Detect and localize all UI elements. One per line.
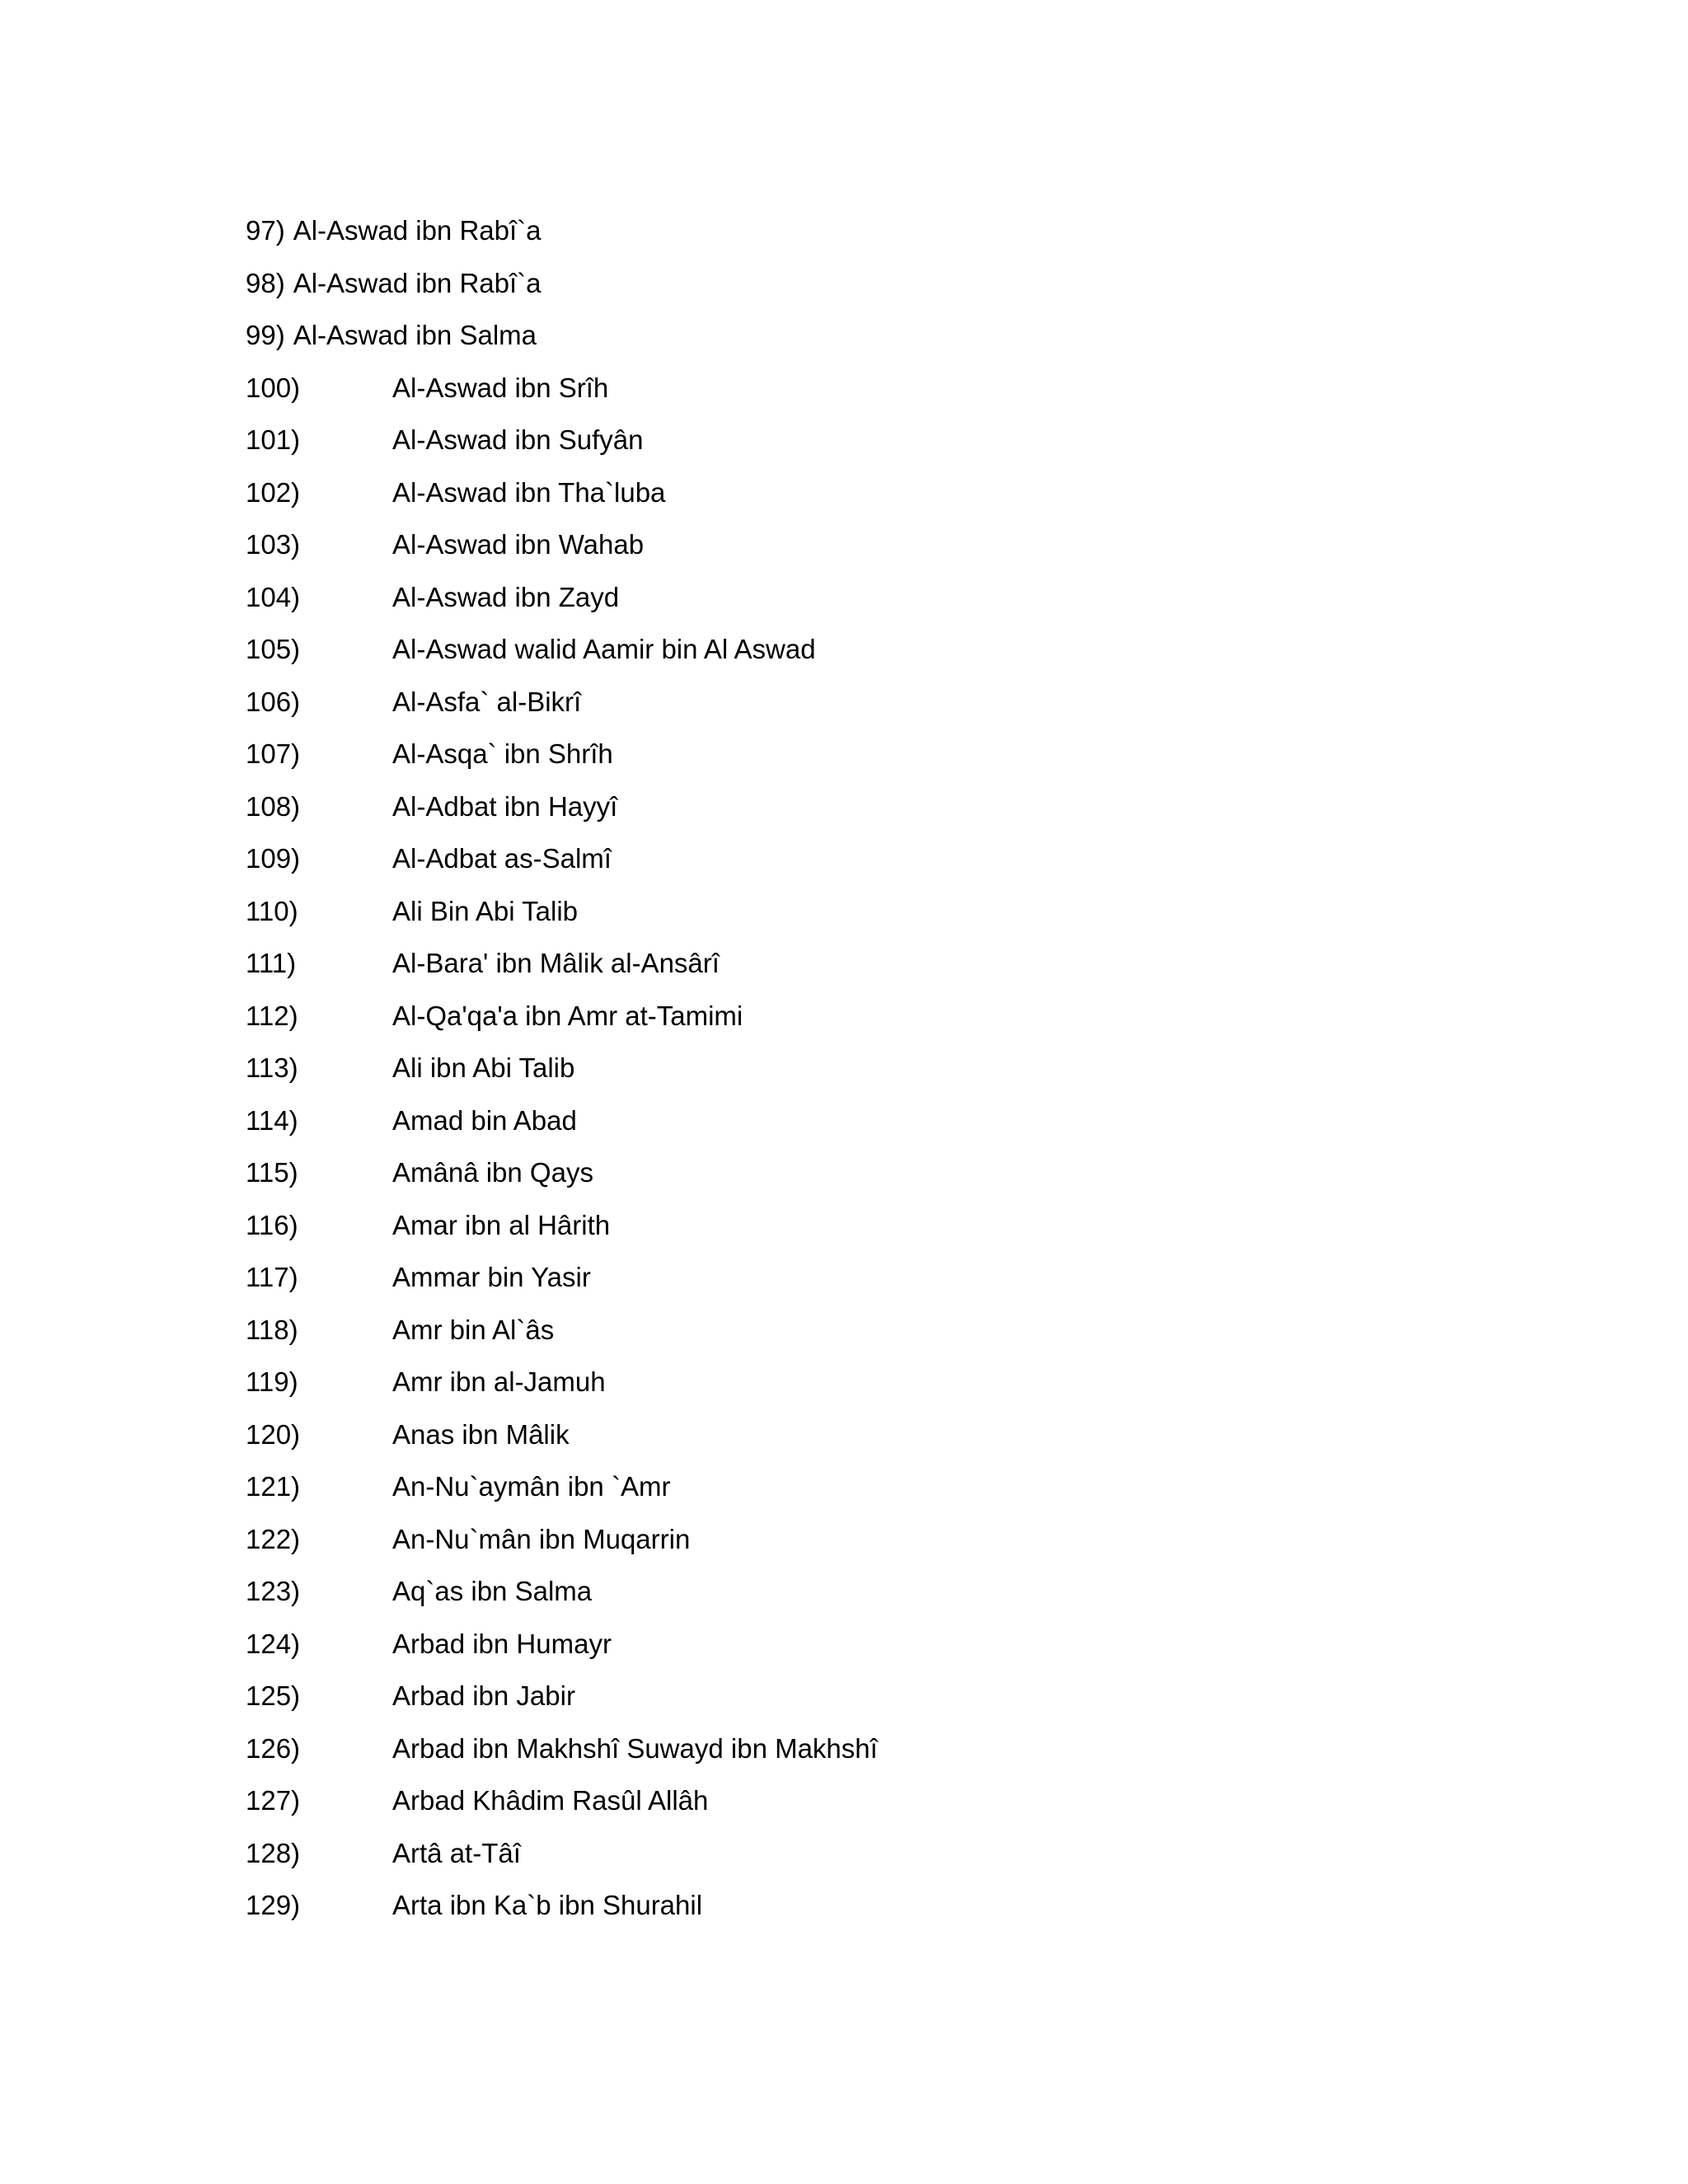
list-item-name: Al-Aswad ibn Srîh bbox=[392, 372, 609, 403]
list-item-name: Arbad ibn Makhshî Suwayd ibn Makhshî bbox=[392, 1732, 878, 1764]
list-item-name: Al-Aswad ibn Zayd bbox=[392, 581, 620, 612]
list-item-name: Ammar bin Yasir bbox=[392, 1262, 591, 1292]
list-item bbox=[246, 1774, 1482, 1827]
list-item bbox=[246, 1879, 1482, 1932]
list-item bbox=[246, 728, 1482, 780]
list-item-name: Al-Aswad ibn Wahab bbox=[392, 529, 645, 560]
list-item-number: 101) bbox=[246, 424, 301, 455]
list-item-name: Al-Bara' ibn Mâlik al-Ansârî bbox=[392, 948, 720, 978]
list-item-number: 104) bbox=[246, 581, 301, 612]
list-item-number: 115) bbox=[246, 1157, 298, 1188]
list-item-number: 97) bbox=[246, 215, 285, 246]
list-item-name: Al-Aswad ibn Salma bbox=[293, 320, 537, 350]
list-item-number: 118) bbox=[246, 1314, 298, 1345]
list-item-name: Amad bin Abad bbox=[392, 1104, 577, 1136]
list-item bbox=[246, 1304, 1482, 1357]
list-item-name: Al-Aswad walid Aamir bin Al Aswad bbox=[392, 634, 816, 664]
list-item-name: Arbad ibn Humayr bbox=[392, 1628, 612, 1659]
list-item-number: 120) bbox=[246, 1418, 301, 1450]
list-item bbox=[246, 885, 1482, 938]
list-item-number: 124) bbox=[246, 1628, 301, 1659]
list-item-number: 102) bbox=[246, 476, 301, 508]
list-item-number: 125) bbox=[246, 1680, 301, 1711]
list-item-number: 121) bbox=[246, 1471, 301, 1502]
list-item bbox=[246, 937, 1482, 990]
list-item-number: 108) bbox=[246, 790, 301, 822]
list-item-name: Artâ at-Tâî bbox=[392, 1837, 521, 1868]
list-item-number: 100) bbox=[246, 372, 301, 403]
list-item bbox=[246, 466, 1482, 519]
list-item-name: Amr ibn al-Jamuh bbox=[392, 1366, 606, 1397]
list-item-number: 112) bbox=[246, 1000, 298, 1031]
list-item-name: Amânâ ibn Qays bbox=[392, 1157, 593, 1188]
list-item bbox=[246, 414, 1482, 466]
list-item bbox=[246, 1042, 1482, 1094]
list-item-number: 106) bbox=[246, 686, 301, 717]
list-item bbox=[246, 1199, 1482, 1252]
list-item-name: Al-Asfa` al-Bikrî bbox=[392, 686, 582, 717]
list-item bbox=[246, 309, 1482, 362]
list-item bbox=[246, 990, 1482, 1043]
list-item-name: Arbad ibn Jabir bbox=[392, 1680, 575, 1711]
list-item-number: 111) bbox=[246, 948, 297, 978]
list-item-number: 99) bbox=[246, 320, 285, 350]
list-item bbox=[246, 1408, 1482, 1461]
list-item bbox=[246, 571, 1482, 624]
list-item-number: 110) bbox=[246, 895, 298, 926]
list-item-name: Al-Adbat ibn Hayyî bbox=[392, 790, 618, 822]
list-item bbox=[246, 204, 1482, 257]
list-item bbox=[246, 1670, 1482, 1722]
list-item bbox=[246, 257, 1482, 310]
name-list bbox=[246, 204, 1482, 1932]
list-item bbox=[246, 780, 1482, 833]
list-item-name: An-Nu`aymân ibn `Amr bbox=[392, 1471, 671, 1502]
list-item-name: Ali Bin Abi Talib bbox=[392, 895, 579, 926]
list-item-number: 126) bbox=[246, 1732, 301, 1764]
list-item bbox=[246, 1513, 1482, 1566]
list-item-number: 117) bbox=[246, 1262, 298, 1292]
list-item-name: Amar ibn al Hârith bbox=[392, 1209, 611, 1240]
list-item-name: An-Nu`mân ibn Muqarrin bbox=[392, 1523, 691, 1554]
list-item-number: 128) bbox=[246, 1837, 301, 1868]
list-item-number: 113) bbox=[246, 1052, 298, 1083]
list-item-name: Anas ibn Mâlik bbox=[392, 1418, 570, 1450]
list-item-number: 116) bbox=[246, 1209, 298, 1240]
list-item bbox=[246, 623, 1482, 676]
list-item-number: 127) bbox=[246, 1785, 301, 1816]
list-item bbox=[246, 518, 1482, 571]
list-item-number: 123) bbox=[246, 1576, 301, 1606]
list-item-name: Arta ibn Ka`b ibn Shurahil bbox=[392, 1890, 703, 1920]
list-item-name: Al-Asqa` ibn Shrîh bbox=[392, 738, 613, 769]
list-item-name: Al-Aswad ibn Rabî`a bbox=[293, 215, 542, 246]
list-item bbox=[246, 1356, 1482, 1408]
list-item bbox=[246, 1094, 1482, 1147]
list-item-number: 122) bbox=[246, 1523, 301, 1554]
list-item-number: 114) bbox=[246, 1104, 298, 1136]
list-item-name: Al-Qa'qa'a ibn Amr at-Tamimi bbox=[392, 1000, 743, 1031]
list-item-number: 103) bbox=[246, 529, 301, 560]
list-item bbox=[246, 1146, 1482, 1199]
list-item-name: Al-Aswad ibn Rabî`a bbox=[293, 267, 542, 298]
list-item-number: 109) bbox=[246, 843, 301, 874]
list-item bbox=[246, 1722, 1482, 1775]
list-item bbox=[246, 1618, 1482, 1671]
list-item-name: Amr bin Al`âs bbox=[392, 1314, 555, 1345]
list-item bbox=[246, 362, 1482, 415]
list-item-number: 98) bbox=[246, 267, 285, 298]
list-item bbox=[246, 676, 1482, 729]
list-item bbox=[246, 1565, 1482, 1618]
list-item-name: Al-Aswad ibn Sufyân bbox=[392, 424, 644, 455]
list-item-number: 107) bbox=[246, 738, 301, 769]
list-item bbox=[246, 832, 1482, 885]
list-item-number: 119) bbox=[246, 1366, 298, 1397]
list-item-name: Al-Aswad ibn Tha`luba bbox=[392, 476, 666, 508]
list-item-number: 105) bbox=[246, 634, 301, 664]
list-item-name: Ali ibn Abi Talib bbox=[392, 1052, 575, 1083]
list-item-name: Aq`as ibn Salma bbox=[392, 1576, 593, 1606]
list-item-name: Al-Adbat as-Salmî bbox=[392, 843, 612, 874]
list-item bbox=[246, 1460, 1482, 1513]
list-item-number: 129) bbox=[246, 1890, 301, 1920]
list-item bbox=[246, 1251, 1482, 1304]
list-item-name: Arbad Khâdim Rasûl Allâh bbox=[392, 1785, 709, 1816]
list-item bbox=[246, 1827, 1482, 1880]
